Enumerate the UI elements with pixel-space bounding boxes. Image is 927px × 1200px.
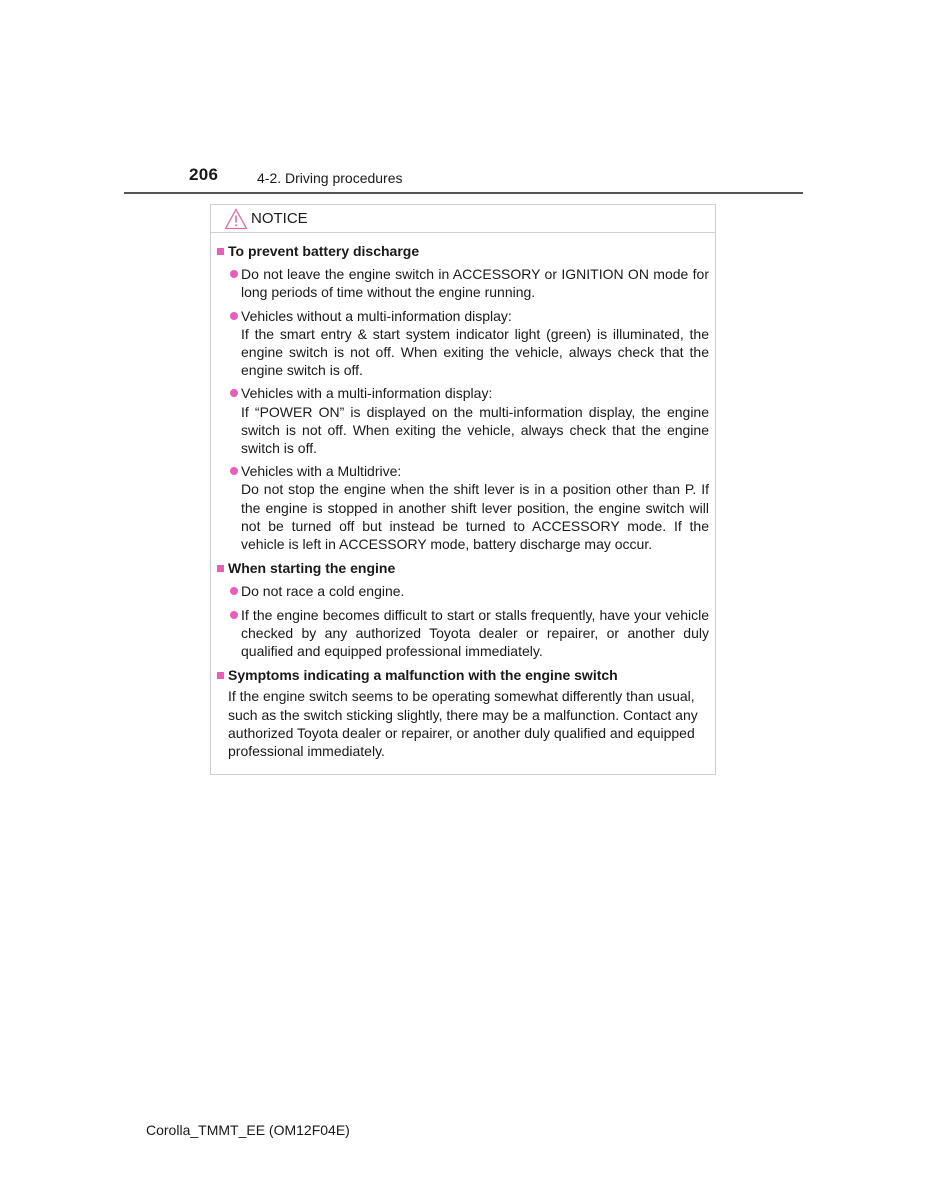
notice-title: NOTICE	[251, 210, 308, 227]
page-number: 206	[189, 165, 219, 184]
circle-bullet-icon	[230, 389, 238, 397]
circle-bullet-icon	[230, 587, 238, 595]
list-item: Do not race a cold engine.	[217, 582, 709, 600]
list-item: Vehicles with a multi-information display: If “POWER ON” is displayed on the multi-information display, the engine switch is not off. When exiting the vehicle, always check that the engine switch is off.	[217, 384, 709, 457]
section-heading: Symptoms indicating a malfunction with the engine switch	[217, 666, 709, 684]
circle-bullet-icon	[230, 270, 238, 278]
circle-bullet-icon	[230, 467, 238, 475]
list-item: Vehicles with a Multidrive: Do not stop the engine when the shift lever is in a position other than P. If the engine is stopped in another shift lever position, the engine switch will not be turned off but instead be turned to ACCESSORY mode. If the vehicle is left in ACCESSORY mode, battery discharge may occur.	[217, 462, 709, 553]
warning-triangle-icon	[224, 208, 248, 230]
square-bullet-icon	[217, 565, 224, 572]
notice-body	[211, 233, 715, 760]
list-item: Do not leave the engine switch in ACCESSORY or IGNITION ON mode for long periods of time without the engine running.	[217, 265, 709, 301]
square-bullet-icon	[217, 672, 224, 679]
section-heading: When starting the engine	[217, 559, 709, 577]
notice-box	[210, 204, 716, 775]
notice-header	[211, 205, 715, 233]
section-title: 4-2. Driving procedures	[257, 170, 403, 186]
list-item: Vehicles without a multi-information display: If the smart entry & start system indicator light (green) is illuminated, the engine switch is not off. When exiting the vehicle, always check that the engine switch is off.	[217, 307, 709, 380]
section-heading: To prevent battery discharge	[217, 242, 709, 260]
header-rule	[124, 192, 803, 194]
list-item: If the engine becomes difficult to start or stalls frequently, have your vehicle checked by any authorized Toyota dealer or repairer, or another duly qualified and equipped professional immediately.	[217, 606, 709, 661]
section-paragraph: If the engine switch seems to be operating somewhat differently than usual, such as the switch sticking slightly, there may be a malfunction. Contact any authorized Toyota dealer or repairer, or another duly qualified and equipped professional immediately.	[228, 688, 698, 760]
footer-model-code: Corolla_TMMT_EE (OM12F04E)	[146, 1122, 350, 1138]
circle-bullet-icon	[230, 611, 238, 619]
circle-bullet-icon	[230, 312, 238, 320]
square-bullet-icon	[217, 248, 224, 255]
